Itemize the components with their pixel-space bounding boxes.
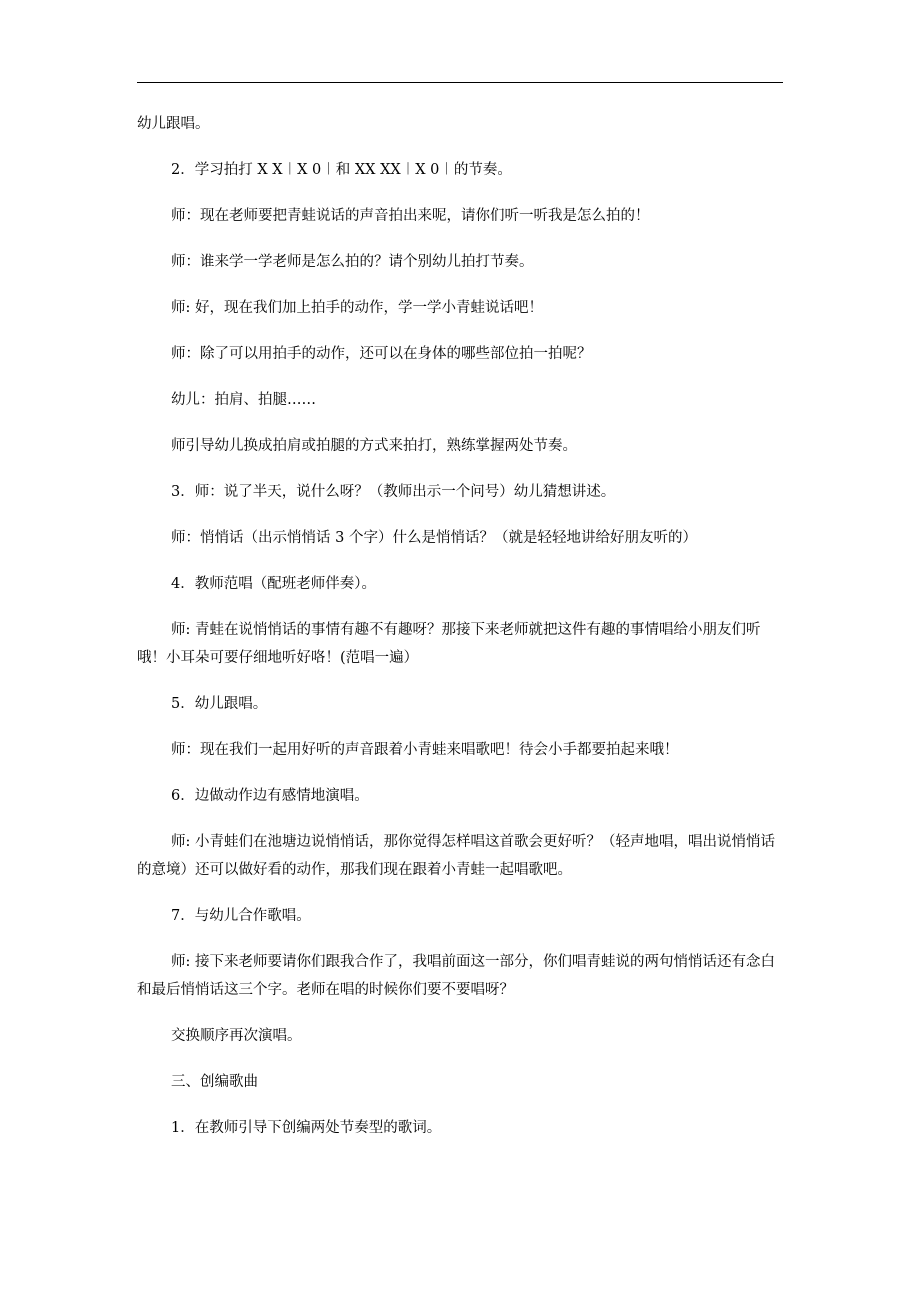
paragraph-17: 7．与幼儿合作歌唱。 [171,908,311,924]
document-body [137,110,783,1142]
paragraph-16: 师: 小青蛙们在池塘边说悄悄话，那你觉得怎样唱这首歌会更好听？（轻声地唱，唱出说悄悄话的意境）还可以做好看的动作，那我们现在跟着小青蛙一起唱歌吧。 [137,834,775,878]
paragraph-7: 幼儿：拍肩、拍腿…… [171,392,316,408]
paragraph-21: 1．在教师引导下创编两处节奏型的歌词。 [171,1120,442,1136]
paragraph-20: 三、创编歌曲 [171,1074,258,1090]
paragraph-8: 师引导幼儿换成拍肩或拍腿的方式来拍打，熟练掌握两处节奏。 [171,438,577,454]
paragraph-18: 师: 接下来老师要请你们跟我合作了，我唱前面这一部分，你们唱青蛙说的两句悄悄话还有念白和最后悄悄话这三个字。老师在唱的时候你们要不要唱呀？ [137,954,775,998]
paragraph-14: 师：现在我们一起用好听的声音跟着小青蛙来唱歌吧！待会小手都要拍起来哦！ [171,742,679,758]
paragraph-13: 5．幼儿跟唱。 [171,696,268,712]
paragraph-10: 师：悄悄话（出示悄悄话 3 个字）什么是悄悄话？（就是轻轻地讲给好朋友听的） [171,530,697,546]
paragraph-2: 2．学习拍打 X X︱X 0︱和 XX XX︱X 0︱的节奏。 [171,162,512,178]
paragraph-3: 师：现在老师要把青蛙说话的声音拍出来呢，请你们听一听我是怎么拍的！ [171,208,650,224]
paragraph-1: 幼儿跟唱。 [137,116,210,132]
paragraph-6: 师：除了可以用拍手的动作，还可以在身体的哪些部位拍一拍呢？ [171,346,592,362]
paragraph-15: 6．边做动作边有感情地演唱。 [171,788,369,804]
paragraph-9: 3．师：说了半天，说什么呀？（教师出示一个问号）幼儿猜想讲述。 [171,484,616,500]
paragraph-12: 师: 青蛙在说悄悄话的事情有趣不有趣呀？那接下来老师就把这件有趣的事情唱给小朋友们听哦！小耳朵可要仔细地听好咯！(范唱一遍） [137,622,761,666]
paragraph-11: 4．教师范唱（配班老师伴奏）。 [171,576,376,592]
paragraph-4: 师：谁来学一学老师是怎么拍的？请个别幼儿拍打节奏。 [171,254,534,270]
paragraph-5: 师: 好，现在我们加上拍手的动作，学一学小青蛙说话吧！ [171,300,543,316]
paragraph-19: 交换顺序再次演唱。 [171,1028,302,1044]
header-rule [137,82,783,83]
